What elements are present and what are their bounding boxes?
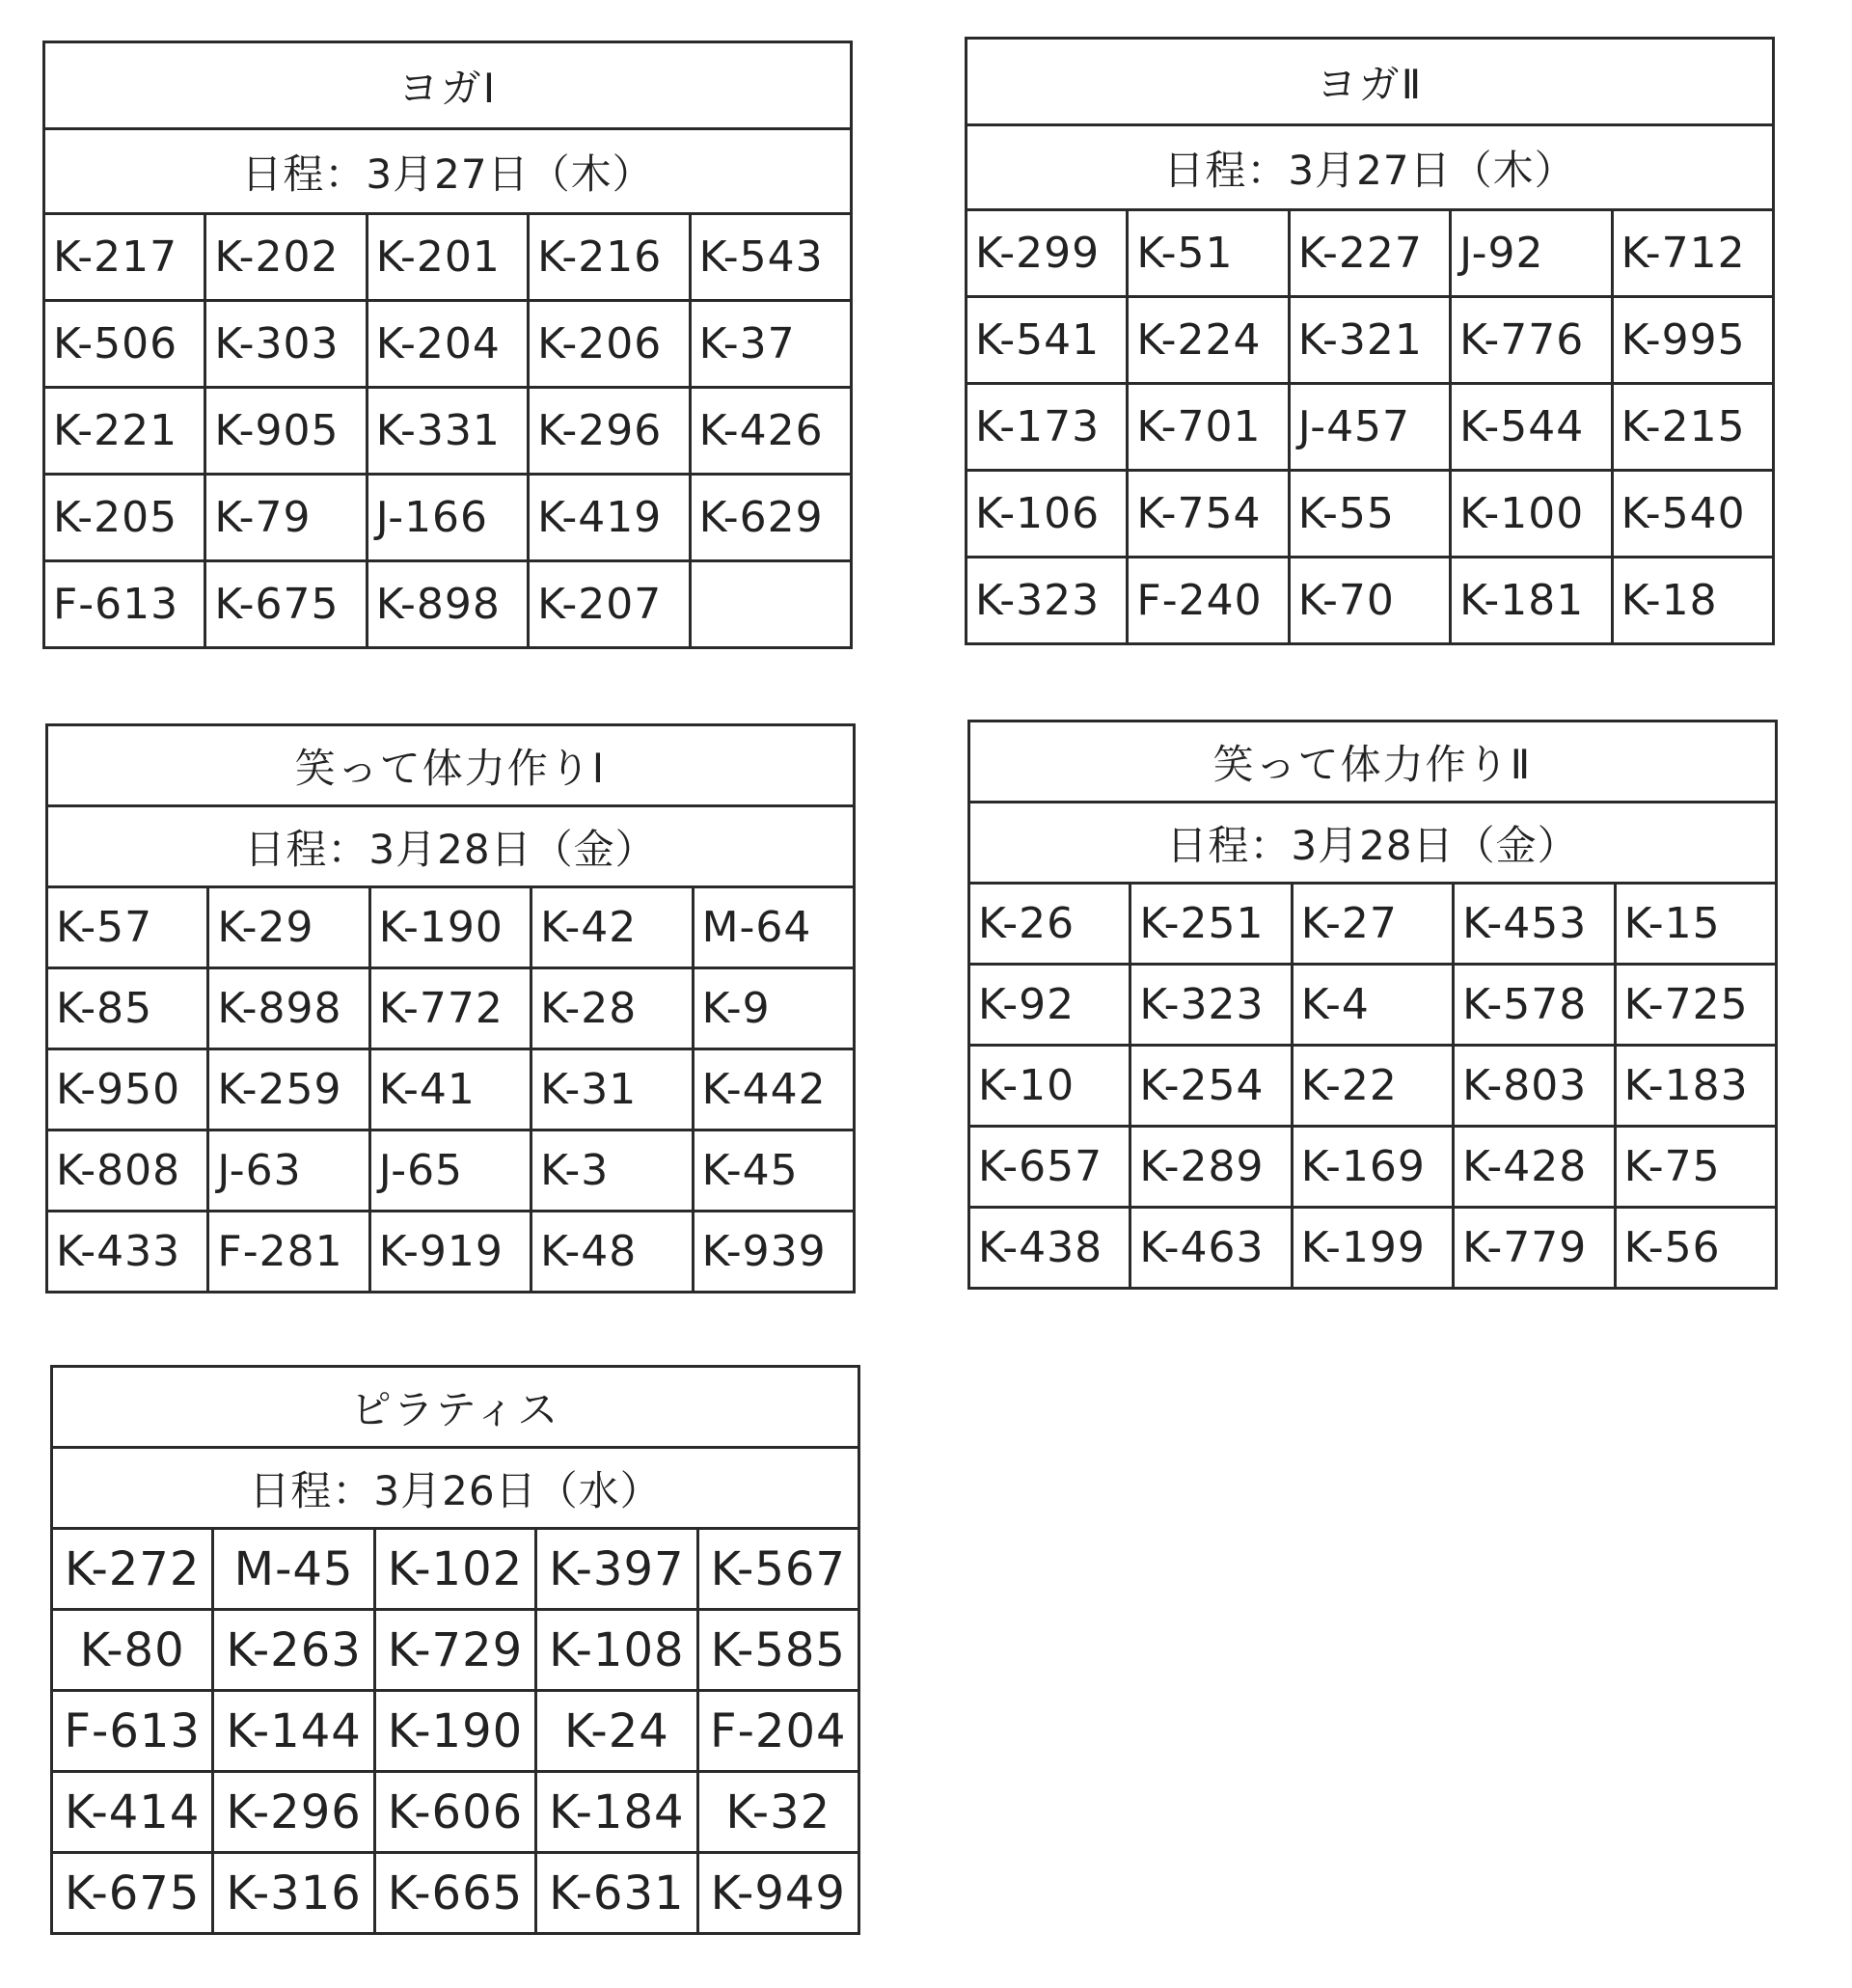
table-cell: J-457 — [1289, 384, 1450, 471]
table-cell: K-442 — [693, 1049, 854, 1130]
table-cell: K-414 — [52, 1772, 213, 1853]
table-cell: K-206 — [529, 301, 690, 388]
table-cell: K-540 — [1612, 471, 1773, 558]
table-cell: K-9 — [693, 968, 854, 1049]
table-row — [44, 301, 852, 388]
table-row — [967, 297, 1774, 384]
table-cell: K-803 — [1454, 1046, 1615, 1127]
table-cell: K-463 — [1130, 1208, 1292, 1289]
table-row — [967, 471, 1774, 558]
table-cell: K-259 — [208, 1049, 369, 1130]
table-cell: K-100 — [1451, 471, 1612, 558]
table-cell: K-251 — [1130, 884, 1292, 965]
table-cell: K-29 — [208, 887, 369, 968]
table-cell: K-75 — [1615, 1127, 1776, 1208]
table-cell: K-10 — [969, 1046, 1130, 1127]
table-cell: K-919 — [369, 1212, 531, 1293]
table-cell: K-70 — [1289, 558, 1450, 644]
table-cell: K-754 — [1128, 471, 1289, 558]
table-cell: M-45 — [213, 1529, 374, 1610]
table-cell: J-92 — [1451, 210, 1612, 297]
table-cell: F-281 — [208, 1212, 369, 1293]
table-cell: K-144 — [213, 1691, 374, 1772]
table-date: 日程：3月27日（木） — [967, 125, 1774, 210]
table-cell: K-227 — [1289, 210, 1450, 297]
table-cell: K-606 — [374, 1772, 535, 1853]
table-row — [52, 1610, 859, 1691]
table-cell: K-453 — [1454, 884, 1615, 965]
table-row — [47, 968, 855, 1049]
class-table-pilates — [50, 1365, 860, 1935]
table-cell: K-3 — [531, 1130, 693, 1212]
table-title: ヨガⅠ — [44, 42, 852, 129]
table-cell: K-108 — [536, 1610, 697, 1691]
table-cell: K-216 — [529, 214, 690, 301]
table-row — [967, 558, 1774, 644]
table-cell: K-433 — [47, 1212, 208, 1293]
table-row — [44, 214, 852, 301]
table-cell: F-613 — [52, 1691, 213, 1772]
table-cell: J-166 — [367, 475, 528, 561]
table-row — [52, 1772, 859, 1853]
table-cell: K-629 — [690, 475, 851, 561]
table-cell: K-289 — [1130, 1127, 1292, 1208]
table-cell: K-675 — [52, 1853, 213, 1934]
table-cell: F-240 — [1128, 558, 1289, 644]
table-cell: K-665 — [374, 1853, 535, 1934]
table-cell: K-202 — [205, 214, 367, 301]
table-cell: K-106 — [967, 471, 1128, 558]
table-cell: K-419 — [529, 475, 690, 561]
table-cell: F-204 — [697, 1691, 858, 1772]
table-cell: K-725 — [1615, 965, 1776, 1046]
table-cell: K-190 — [374, 1691, 535, 1772]
table-row — [52, 1529, 859, 1610]
table-cell: K-221 — [44, 388, 205, 475]
table-cell: K-898 — [367, 561, 528, 648]
table-cell: K-215 — [1612, 384, 1773, 471]
table-cell: M-64 — [693, 887, 854, 968]
table-row — [44, 388, 852, 475]
table-cell: K-102 — [374, 1529, 535, 1610]
table-cell: K-26 — [969, 884, 1130, 965]
class-table-yoga-2 — [965, 37, 1775, 645]
table-cell: K-15 — [1615, 884, 1776, 965]
table-cell: K-41 — [369, 1049, 531, 1130]
table-cell: K-438 — [969, 1208, 1130, 1289]
table-cell: K-657 — [969, 1127, 1130, 1208]
table-row — [969, 1208, 1777, 1289]
table-cell: K-428 — [1454, 1127, 1615, 1208]
table-row — [44, 561, 852, 648]
table-date: 日程：3月27日（木） — [44, 129, 852, 214]
table-cell: K-57 — [47, 887, 208, 968]
table-cell: K-776 — [1451, 297, 1612, 384]
class-table-laugh-fitness-2 — [967, 720, 1778, 1290]
table-cell: K-79 — [205, 475, 367, 561]
table-cell: K-205 — [44, 475, 205, 561]
class-table-yoga-1 — [42, 41, 853, 649]
table-date: 日程：3月28日（金） — [47, 806, 855, 887]
table-cell: K-296 — [213, 1772, 374, 1853]
table-cell: K-80 — [52, 1610, 213, 1691]
table-row — [967, 384, 1774, 471]
table-cell: K-37 — [690, 301, 851, 388]
table-cell: F-613 — [44, 561, 205, 648]
table-row — [47, 1212, 855, 1293]
table-cell: K-224 — [1128, 297, 1289, 384]
table-cell: K-585 — [697, 1610, 858, 1691]
table-cell: K-779 — [1454, 1208, 1615, 1289]
table-cell: K-55 — [1289, 471, 1450, 558]
table-cell: K-181 — [1451, 558, 1612, 644]
table-cell: K-31 — [531, 1049, 693, 1130]
table-cell: K-331 — [367, 388, 528, 475]
table-cell: K-729 — [374, 1610, 535, 1691]
table-cell: K-4 — [1292, 965, 1453, 1046]
table-cell: K-299 — [967, 210, 1128, 297]
table-cell: K-204 — [367, 301, 528, 388]
table-cell: K-184 — [536, 1772, 697, 1853]
table-cell: J-63 — [208, 1130, 369, 1212]
table-cell: K-772 — [369, 968, 531, 1049]
table-cell: K-32 — [697, 1772, 858, 1853]
table-cell: K-18 — [1612, 558, 1773, 644]
table-date: 日程：3月28日（金） — [969, 803, 1777, 884]
table-cell: K-323 — [1130, 965, 1292, 1046]
table-row — [52, 1853, 859, 1934]
table-cell: K-323 — [967, 558, 1128, 644]
table-cell: K-45 — [693, 1130, 854, 1212]
table-cell: K-905 — [205, 388, 367, 475]
table-cell: K-316 — [213, 1853, 374, 1934]
table-cell: K-217 — [44, 214, 205, 301]
table-cell: K-207 — [529, 561, 690, 648]
table-cell: K-169 — [1292, 1127, 1453, 1208]
table-cell: K-675 — [205, 561, 367, 648]
table-row — [969, 1046, 1777, 1127]
table-cell: K-296 — [529, 388, 690, 475]
table-row — [52, 1691, 859, 1772]
table-cell: K-183 — [1615, 1046, 1776, 1127]
table-cell: K-898 — [208, 968, 369, 1049]
table-cell: K-567 — [697, 1529, 858, 1610]
table-cell: K-85 — [47, 968, 208, 1049]
table-row — [47, 887, 855, 968]
table-cell: K-263 — [213, 1610, 374, 1691]
table-cell: K-321 — [1289, 297, 1450, 384]
table-title: 笑って体力作りⅠ — [47, 725, 855, 806]
table-cell: K-22 — [1292, 1046, 1453, 1127]
table-cell: K-939 — [693, 1212, 854, 1293]
table-title: 笑って体力作りⅡ — [969, 722, 1777, 803]
table-cell: K-578 — [1454, 965, 1615, 1046]
table-cell: K-303 — [205, 301, 367, 388]
table-cell: K-808 — [47, 1130, 208, 1212]
table-cell: K-254 — [1130, 1046, 1292, 1127]
table-cell: K-42 — [531, 887, 693, 968]
table-cell: K-541 — [967, 297, 1128, 384]
table-row — [47, 1049, 855, 1130]
table-cell: K-949 — [697, 1853, 858, 1934]
table-cell: K-712 — [1612, 210, 1773, 297]
table-cell: J-65 — [369, 1130, 531, 1212]
table-cell: K-92 — [969, 965, 1130, 1046]
table-cell: K-506 — [44, 301, 205, 388]
table-cell-empty — [690, 561, 851, 648]
table-cell: K-995 — [1612, 297, 1773, 384]
table-cell: K-544 — [1451, 384, 1612, 471]
table-cell: K-397 — [536, 1529, 697, 1610]
table-cell: K-201 — [367, 214, 528, 301]
table-date: 日程：3月26日（水） — [52, 1448, 859, 1529]
table-cell: K-51 — [1128, 210, 1289, 297]
table-cell: K-24 — [536, 1691, 697, 1772]
table-row — [967, 210, 1774, 297]
table-cell: K-950 — [47, 1049, 208, 1130]
table-row — [44, 475, 852, 561]
table-row — [969, 884, 1777, 965]
table-cell: K-426 — [690, 388, 851, 475]
table-title: ヨガⅡ — [967, 39, 1774, 125]
class-table-laugh-fitness-1 — [45, 723, 856, 1294]
table-cell: K-48 — [531, 1212, 693, 1293]
table-cell: K-190 — [369, 887, 531, 968]
table-cell: K-28 — [531, 968, 693, 1049]
table-row — [969, 965, 1777, 1046]
table-row — [47, 1130, 855, 1212]
table-cell: K-27 — [1292, 884, 1453, 965]
table-cell: K-56 — [1615, 1208, 1776, 1289]
table-cell: K-701 — [1128, 384, 1289, 471]
table-cell: K-631 — [536, 1853, 697, 1934]
table-row — [969, 1127, 1777, 1208]
table-cell: K-272 — [52, 1529, 213, 1610]
table-title: ピラティス — [52, 1367, 859, 1448]
table-cell: K-199 — [1292, 1208, 1453, 1289]
table-cell: K-173 — [967, 384, 1128, 471]
table-cell: K-543 — [690, 214, 851, 301]
